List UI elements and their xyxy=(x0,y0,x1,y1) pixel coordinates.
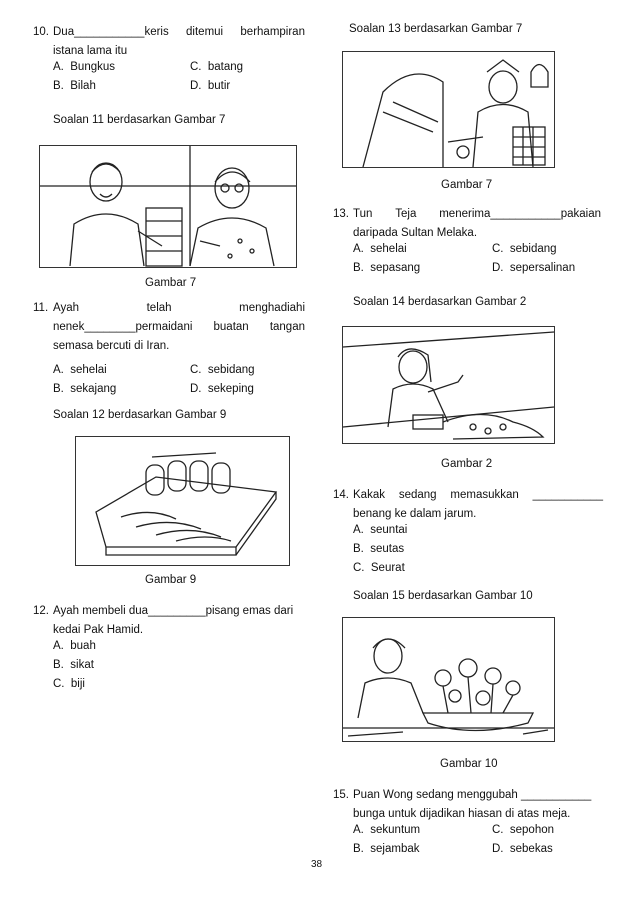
question-text-line: Ayah membeli dua_________pisang emas dari xyxy=(53,605,294,617)
option-text: sepasang xyxy=(370,262,421,274)
option-letter: D. xyxy=(190,383,202,395)
question-number: 15. xyxy=(333,789,349,801)
question-number: 11. xyxy=(33,302,49,314)
text-segment: Ayah xyxy=(53,302,80,314)
option-c[interactable] xyxy=(492,824,554,836)
option-letter: C. xyxy=(190,364,202,376)
option-a[interactable] xyxy=(53,61,115,73)
question-14 xyxy=(333,486,603,524)
option-b[interactable] xyxy=(353,843,419,855)
option-letter: C. xyxy=(190,61,202,73)
text-segment: Kakak xyxy=(353,489,385,501)
illustration-flowers xyxy=(343,618,554,741)
question-text-line: daripada Sultan Melaka. xyxy=(353,227,478,239)
option-a[interactable] xyxy=(53,640,96,652)
text-segment: ___________ xyxy=(532,489,603,501)
option-a[interactable] xyxy=(353,243,407,255)
option-letter: D. xyxy=(492,843,504,855)
question-15 xyxy=(333,786,608,824)
option-letter: C. xyxy=(53,678,65,690)
figure-caption: Gambar 10 xyxy=(440,758,498,770)
option-letter: B. xyxy=(353,262,364,274)
question-10 xyxy=(33,23,305,61)
option-text: sebidang xyxy=(207,364,255,376)
option-letter: A. xyxy=(53,364,64,376)
question-12 xyxy=(33,602,313,640)
figure-gambar-10-flowers xyxy=(342,617,555,742)
option-c[interactable] xyxy=(492,243,557,255)
option-text: sepersalinan xyxy=(509,262,576,274)
question-number: 10. xyxy=(33,26,49,38)
text-segment: sedang xyxy=(398,489,437,501)
figure-gambar-2-sewing xyxy=(342,326,555,444)
section-heading: Soalan 14 berdasarkan Gambar 2 xyxy=(353,296,527,308)
section-heading: Soalan 11 berdasarkan Gambar 7 xyxy=(53,114,226,126)
question-text-line xyxy=(353,205,601,224)
option-letter: C. xyxy=(492,243,504,255)
text-segment: tangan xyxy=(269,321,305,333)
option-b[interactable] xyxy=(53,80,96,92)
option-text: butir xyxy=(207,80,231,92)
question-text-line: kedai Pak Hamid. xyxy=(53,624,144,636)
text-segment: menghadiahi xyxy=(239,302,305,314)
option-text: sebekas xyxy=(509,843,553,855)
option-d[interactable] xyxy=(190,383,254,395)
question-text-line: bunga untuk dijadikan hiasan di atas meja. xyxy=(353,808,571,820)
option-letter: B. xyxy=(53,383,64,395)
option-c[interactable] xyxy=(353,562,405,574)
text-segment: nenek________permaidani xyxy=(53,321,193,333)
option-text: seuntai xyxy=(370,524,408,536)
question-13 xyxy=(333,205,601,243)
option-letter: A. xyxy=(53,61,64,73)
option-letter: B. xyxy=(353,543,364,555)
figure-gambar-9-bananas xyxy=(75,436,290,566)
text-segment: buatan xyxy=(213,321,249,333)
question-text-line xyxy=(53,23,305,42)
question-11 xyxy=(33,299,305,356)
question-text-line xyxy=(53,318,305,337)
question-text-line xyxy=(353,486,603,505)
option-text: Bungkus xyxy=(70,61,116,73)
option-b[interactable] xyxy=(353,543,404,555)
text-segment: Teja xyxy=(395,208,417,220)
text-segment: memasukkan xyxy=(450,489,519,501)
illustration-couple xyxy=(40,146,296,267)
option-b[interactable] xyxy=(353,262,420,274)
figure-gambar-7-couple xyxy=(39,145,297,268)
option-letter: A. xyxy=(53,640,64,652)
question-text-line: Puan Wong sedang menggubah ___________ xyxy=(353,789,592,801)
section-heading: Soalan 13 berdasarkan Gambar 7 xyxy=(349,23,523,35)
option-text: seutas xyxy=(370,543,405,555)
illustration-sewing xyxy=(343,327,554,443)
question-number: 13. xyxy=(333,208,349,220)
option-text: Seurat xyxy=(370,562,405,574)
option-letter: C. xyxy=(492,824,504,836)
option-text: sebidang xyxy=(509,243,557,255)
option-d[interactable] xyxy=(190,80,230,92)
option-a[interactable] xyxy=(353,824,420,836)
option-b[interactable] xyxy=(53,659,94,671)
option-letter: D. xyxy=(190,80,202,92)
figure-caption: Gambar 7 xyxy=(145,277,197,289)
question-number: 12. xyxy=(33,605,49,617)
option-c[interactable] xyxy=(190,364,255,376)
option-text: sekuntum xyxy=(370,824,421,836)
question-text-line: benang ke dalam jarum. xyxy=(353,508,477,520)
option-text: batang xyxy=(207,61,244,73)
option-text: Bilah xyxy=(70,80,96,92)
illustration-sultan xyxy=(343,52,554,167)
question-text-line: istana lama itu xyxy=(53,45,128,57)
figure-caption: Gambar 9 xyxy=(145,574,197,586)
section-heading: Soalan 15 berdasarkan Gambar 10 xyxy=(353,590,533,602)
option-text: sehelai xyxy=(70,364,107,376)
illustration-bananas xyxy=(76,437,289,565)
figure-caption: Gambar 2 xyxy=(441,458,493,470)
option-letter: D. xyxy=(492,262,504,274)
option-a[interactable] xyxy=(353,524,407,536)
option-text: sejambak xyxy=(370,843,420,855)
option-d[interactable] xyxy=(492,262,575,274)
option-text: biji xyxy=(70,678,85,690)
option-text: sehelai xyxy=(370,243,407,255)
text-segment: Dua___________keris xyxy=(53,26,169,38)
text-segment: menerima___________pakaian xyxy=(439,208,601,220)
text-segment: berhampiran xyxy=(240,26,305,38)
option-text: sekajang xyxy=(70,383,117,395)
question-text-line xyxy=(53,299,305,318)
text-segment: ditemui xyxy=(186,26,224,38)
option-text: sekeping xyxy=(207,383,254,395)
page-number: 38 xyxy=(311,859,323,870)
option-d[interactable] xyxy=(492,843,553,855)
option-letter: B. xyxy=(353,843,364,855)
option-letter: A. xyxy=(353,524,364,536)
question-number: 14. xyxy=(333,489,349,501)
option-c[interactable] xyxy=(190,61,243,73)
option-letter: B. xyxy=(53,80,64,92)
figure-gambar-7-sultan xyxy=(342,51,555,168)
option-letter: A. xyxy=(353,243,364,255)
option-letter: B. xyxy=(53,659,64,671)
section-heading: Soalan 12 berdasarkan Gambar 9 xyxy=(53,409,227,421)
option-text: sikat xyxy=(70,659,94,671)
option-a[interactable] xyxy=(53,364,107,376)
text-segment: Tun xyxy=(353,208,373,220)
option-letter: C. xyxy=(353,562,365,574)
option-text: buah xyxy=(70,640,96,652)
figure-caption: Gambar 7 xyxy=(441,179,493,191)
text-segment: telah xyxy=(146,302,172,314)
option-c[interactable] xyxy=(53,678,85,690)
question-text-line: semasa bercuti di Iran. xyxy=(53,340,170,352)
option-letter: A. xyxy=(353,824,364,836)
option-b[interactable] xyxy=(53,383,116,395)
option-text: sepohon xyxy=(509,824,555,836)
